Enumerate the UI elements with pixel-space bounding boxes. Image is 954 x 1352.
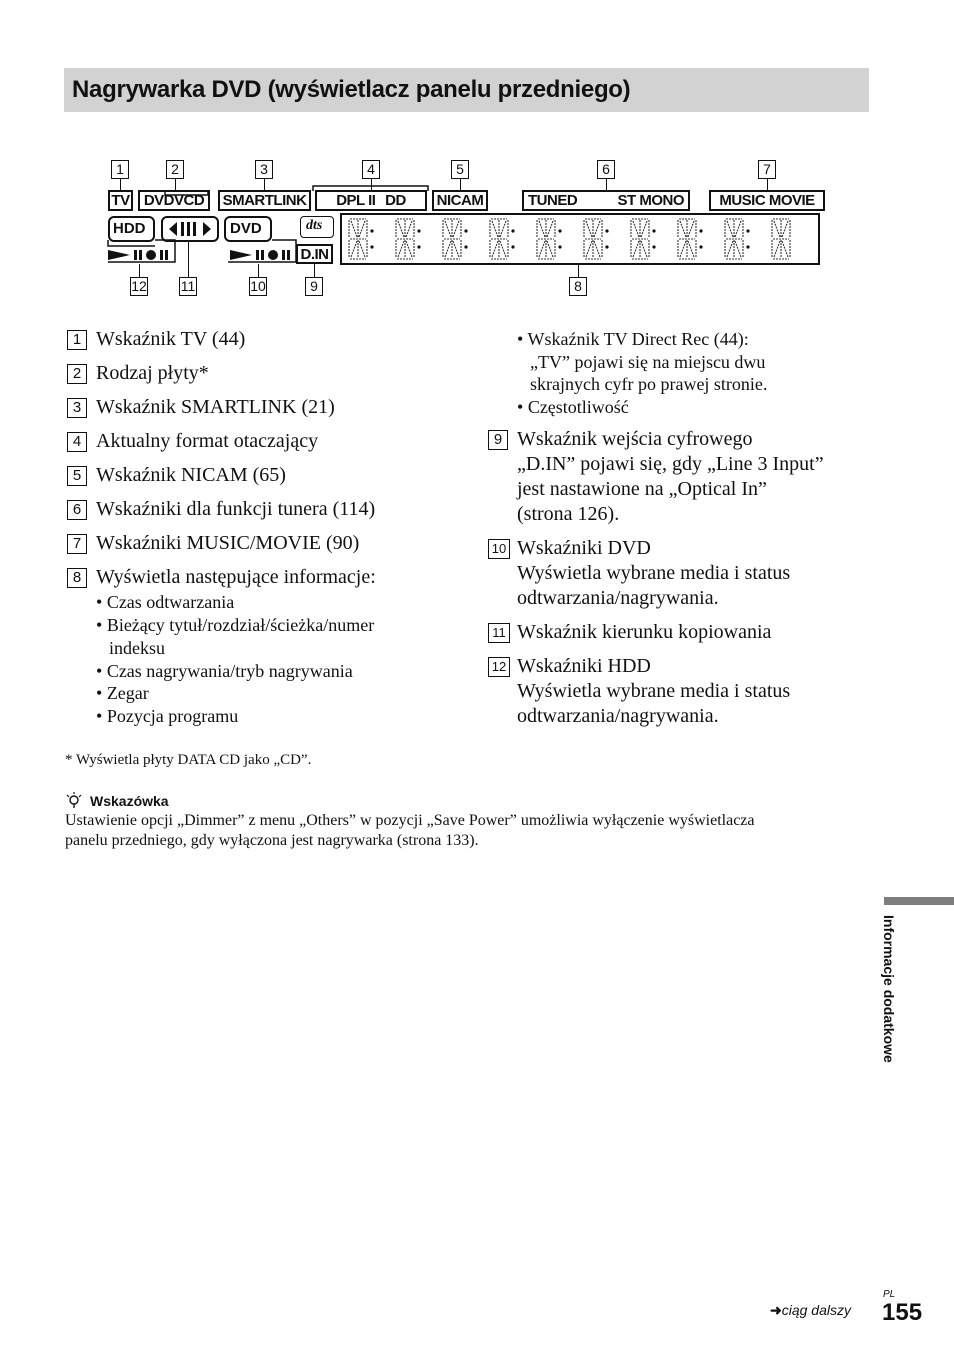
item-text: Aktualny format otaczający xyxy=(96,430,319,452)
colon-dot xyxy=(370,229,373,232)
dolby-d-label: DD xyxy=(385,192,406,209)
colon-dot xyxy=(464,245,467,248)
colon-dot xyxy=(699,229,702,232)
colon-dot xyxy=(605,245,608,248)
item-text: Wskaźnik TV (44) xyxy=(96,328,246,350)
segment-digit xyxy=(443,219,461,259)
nicam-indicator: NICAM xyxy=(432,190,488,211)
tip-title: Wskazówka xyxy=(90,793,169,809)
item-number: 5 xyxy=(67,466,87,486)
segment-digits xyxy=(342,215,818,263)
item-number: 9 xyxy=(488,430,508,450)
item-number: 12 xyxy=(488,657,510,677)
callout-11: 11 xyxy=(180,278,196,294)
callout-10: 10 xyxy=(250,278,266,294)
continued-note: ➜ciąg dalszy xyxy=(770,1302,851,1319)
tuned-label: TUNED xyxy=(528,192,578,209)
colon-dot xyxy=(511,229,514,232)
item-text: Wskaźnik wejścia cyfrowego xyxy=(517,428,753,450)
bullet-item: • Czas odtwarzania xyxy=(96,592,235,612)
side-label-text: Informacje dodatkowe xyxy=(881,915,897,1063)
item-number: 1 xyxy=(67,330,87,350)
smartlink-indicator: SMARTLINK xyxy=(218,190,311,211)
copy-direction-indicator xyxy=(161,216,219,242)
colon-dot xyxy=(652,245,655,248)
section-side-label xyxy=(870,915,910,1115)
item-text: jest nastawione na „Optical In” xyxy=(517,478,767,500)
colon-dot xyxy=(417,229,420,232)
callout-2: 2 xyxy=(166,160,184,179)
bullet-continuation: indeksu xyxy=(109,638,165,658)
colon-dot xyxy=(746,229,749,232)
item-text: Wskaźniki MUSIC/MOVIE (90) xyxy=(96,532,360,554)
lightbulb-icon xyxy=(65,792,83,810)
segment-digit xyxy=(631,219,649,259)
segment-digit xyxy=(349,219,367,259)
colon-dot xyxy=(652,229,655,232)
dvd-indicator xyxy=(224,216,272,242)
item-text: Wyświetla wybrane media i status xyxy=(517,562,791,584)
dts-label: dts xyxy=(306,218,323,233)
callout-5: 5 xyxy=(451,160,469,179)
item-number: 3 xyxy=(67,398,87,418)
segment-display xyxy=(340,213,820,265)
dolby-pl-label: DPL II xyxy=(336,192,376,209)
item-number: 8 xyxy=(67,568,87,588)
item-text: Wskaźnik kierunku kopiowania xyxy=(517,621,772,643)
segment-digit xyxy=(490,219,508,259)
callout-8: 8 xyxy=(569,277,587,296)
colon-dot xyxy=(558,229,561,232)
language-code: PL xyxy=(883,1289,896,1300)
tv-indicator: TV xyxy=(108,190,133,211)
item-text: Wskaźniki dla funkcji tunera (114) xyxy=(96,498,376,520)
item-number: 11 xyxy=(488,623,510,643)
arrow-right-icon: ➜ xyxy=(770,1304,782,1319)
colon-dot xyxy=(746,245,749,248)
callout-4: 4 xyxy=(362,160,380,179)
segment-digit xyxy=(725,219,743,259)
bullet-item: • Bieżący tytuł/rozdział/ścieżka/numer xyxy=(96,615,375,635)
bullet-item: • Częstotliwość xyxy=(517,397,629,417)
segment-digit xyxy=(537,219,555,259)
hdd-play-pause-rec-icons xyxy=(108,248,178,262)
item-text: Wyświetla wybrane media i status xyxy=(517,680,791,702)
item-text: Wskaźniki HDD xyxy=(517,655,651,677)
colon-dot xyxy=(370,245,373,248)
item-text: Wskaźnik SMARTLINK (21) xyxy=(96,396,335,418)
hdd-indicator xyxy=(108,216,155,242)
page-title: Nagrywarka DVD (wyświetlacz panelu przedniego) xyxy=(72,76,631,103)
item-number: 4 xyxy=(67,432,87,452)
item-text: odtwarzania/nagrywania. xyxy=(517,705,719,727)
item-number: 2 xyxy=(67,364,87,384)
segment-digit xyxy=(584,219,602,259)
digital-input-indicator: D.IN xyxy=(296,244,333,264)
bullet-item: • Zegar xyxy=(96,683,149,703)
callout-1: 1 xyxy=(111,160,129,179)
colon-dot xyxy=(699,245,702,248)
item-text: Wskaźniki DVD xyxy=(517,537,651,559)
section-tab-marker xyxy=(884,897,954,905)
item-text: Wyświetla następujące informacje: xyxy=(96,566,376,588)
music-movie-indicator: MUSIC MOVIE xyxy=(709,190,825,211)
bullet-continuation: „TV” pojawi się na miejscu dwu xyxy=(530,352,766,372)
st-mono-label: ST MONO xyxy=(617,192,684,209)
item-text: odtwarzania/nagrywania. xyxy=(517,587,719,609)
segment-digit xyxy=(678,219,696,259)
tip-text-line: panelu przedniego, gdy wyłączona jest nagrywarka (strona 133). xyxy=(65,832,479,849)
footnote: * Wyświetla płyty DATA CD jako „CD”. xyxy=(65,752,312,768)
callout-3: 3 xyxy=(255,160,273,179)
item-number: 6 xyxy=(67,500,87,520)
item-text: (strona 126). xyxy=(517,503,620,525)
item-number: 10 xyxy=(488,539,510,559)
bullet-item: • Czas nagrywania/tryb nagrywania xyxy=(96,661,353,681)
callout-12: 12 xyxy=(131,278,147,294)
item-text: Wskaźnik NICAM (65) xyxy=(96,464,286,486)
colon-dot xyxy=(417,245,420,248)
bullet-item: • Pozycja programu xyxy=(96,706,239,726)
bullet-continuation: skrajnych cyfr po prawej stronie. xyxy=(530,374,768,394)
dvd-label: DVD xyxy=(230,220,262,237)
hdd-label: HDD xyxy=(113,220,146,237)
callout-6: 6 xyxy=(597,160,615,179)
colon-dot xyxy=(558,245,561,248)
page-number: 155 xyxy=(882,1299,923,1326)
segment-digit xyxy=(772,219,790,259)
item-number: 7 xyxy=(67,534,87,554)
front-panel-diagram xyxy=(0,0,954,310)
tuner-indicators xyxy=(522,190,690,211)
item-text: Rodzaj płyty* xyxy=(96,362,209,384)
colon-dot xyxy=(605,229,608,232)
colon-dot xyxy=(464,229,467,232)
callout-7: 7 xyxy=(758,160,776,179)
dts-indicator xyxy=(300,216,334,238)
colon-dot xyxy=(511,245,514,248)
disc-type-indicator: DVDVCD xyxy=(138,190,210,211)
segment-digit xyxy=(396,219,414,259)
bullet-item: • Wskaźnik TV Direct Rec (44): xyxy=(517,329,749,349)
callout-9: 9 xyxy=(305,277,323,296)
tip-text-line: Ustawienie opcji „Dimmer” z menu „Others” w pozycji „Save Power” umożliwia wyłączenie wyświetlacza xyxy=(65,812,755,829)
dvd-play-pause-rec-icons xyxy=(230,248,300,262)
item-text: „D.IN” pojawi się, gdy „Line 3 Input” xyxy=(517,453,824,475)
copy-direction-icon xyxy=(163,218,217,240)
surround-format-indicator xyxy=(315,190,427,211)
